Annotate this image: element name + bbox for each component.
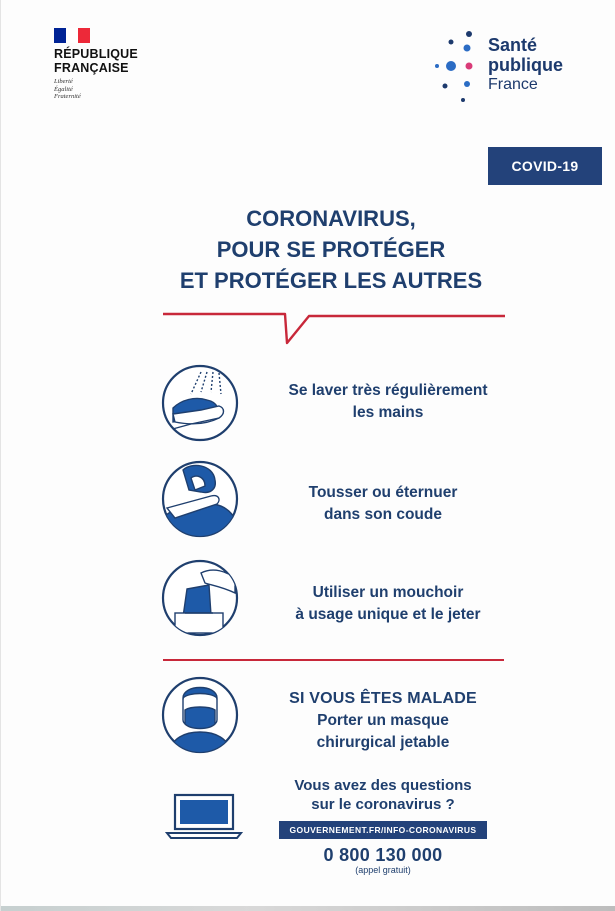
motto-egalite: Égalité [54, 85, 73, 93]
republic-motto [54, 78, 164, 101]
mask-icon [161, 676, 239, 754]
measure-2-line1: Tousser ou éternuer [308, 484, 458, 501]
page-title [121, 203, 541, 296]
questions-text [273, 776, 493, 814]
handwashing-icon [161, 364, 239, 442]
tissue-icon [161, 559, 239, 637]
measure-3-line1: Utiliser un mouchoir [312, 584, 464, 601]
measure-3-line2: à usage unique et le jeter [295, 606, 481, 623]
title-line3: ET PROTÉGER LES AUTRES [179, 268, 483, 293]
agency-name-line2: publique [488, 55, 563, 75]
agency-name-line1: Santé [488, 35, 538, 55]
covid-badge: COVID-19 [488, 147, 602, 185]
phone-note: (appel gratuit) [355, 865, 411, 875]
title-line1: CORONAVIRUS, [246, 206, 416, 231]
motto-liberte: Liberté [54, 78, 73, 85]
questions-line1: Vous avez des questions [294, 777, 472, 794]
info-url: GOUVERNEMENT.FR/INFO-CORONAVIRUS [279, 821, 487, 839]
republic-name-line1: RÉPUBLIQUE [54, 47, 138, 61]
title-line2: POUR SE PROTÉGER [216, 237, 446, 262]
measure-1-line1: Se laver très régulièrement [288, 382, 488, 399]
questions-line2: sur le coronavirus ? [311, 796, 455, 813]
cough-elbow-icon [161, 460, 239, 538]
phone-number: 0 800 130 000 [323, 845, 443, 865]
measure-1-line2: les mains [352, 404, 424, 421]
section-divider [163, 659, 504, 661]
sante-publique-dots-icon [433, 28, 485, 106]
sick-line1: Porter un masque [317, 712, 449, 729]
motto-fraternite: Fraternité [54, 93, 81, 100]
measure-2-line2: dans son coude [324, 506, 442, 523]
scan-edge [1, 906, 615, 911]
agency-name-line3: France [488, 76, 538, 93]
republique-francaise-logo [54, 28, 164, 101]
french-flag-icon [54, 28, 90, 43]
measure-3-caption [263, 582, 513, 626]
sante-publique-france-logo [433, 28, 583, 106]
measure-1-caption [263, 380, 513, 424]
republic-name-line2: FRANÇAISE [54, 61, 129, 75]
sick-heading: SI VOUS ÊTES MALADE [289, 690, 477, 707]
measure-2-caption [263, 482, 503, 526]
title-underline-bubble [1, 0, 615, 911]
laptop-icon [165, 793, 243, 841]
sick-caption [273, 688, 493, 754]
sick-line2: chirurgical jetable [316, 734, 450, 751]
